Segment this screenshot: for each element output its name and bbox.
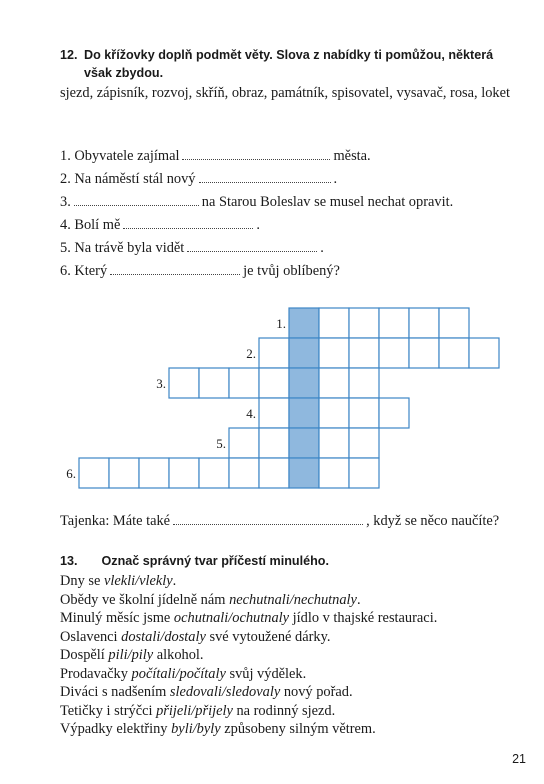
sentence-text: . (333, 171, 338, 187)
exercise-line: Dospělí pili/pily alkohol. (60, 647, 204, 663)
crossword-cell[interactable] (439, 308, 469, 338)
crossword-cell[interactable] (199, 368, 229, 398)
task-instruction: Označ správný tvar příčestí minulého. (101, 554, 329, 568)
crossword-cell[interactable] (319, 458, 349, 488)
exercise-line: Prodavačky počítali/počítaly svůj výdělek. (60, 665, 307, 682)
crossword-label-5: 5. (216, 436, 226, 451)
crossword-cell[interactable] (229, 458, 259, 488)
crossword-cell[interactable] (259, 338, 289, 368)
sentence-text: 2. Na náměstí stál nový (60, 171, 196, 187)
crossword-cell[interactable] (169, 458, 199, 488)
task-number: 12. (60, 48, 78, 62)
crossword-cell[interactable] (79, 458, 109, 488)
word-bank: sjezd, zápisník, rozvoj, skříň, obraz, památník, spisovatel, vysavač, rosa, loket (60, 85, 510, 101)
crossword-cell[interactable] (319, 428, 349, 458)
exercise-line: Minulý měsíc jsme ochutnali/ochutnaly jídlo v thajské restauraci. (60, 610, 438, 626)
crossword-cell[interactable] (259, 458, 289, 488)
crossword-cell[interactable] (139, 458, 169, 488)
choice-options[interactable]: sledovali/sledovaly (169, 684, 281, 700)
sentence-text: 1. Obyvatele zajímal (60, 148, 180, 164)
crossword-cell[interactable] (349, 308, 379, 338)
crossword-cell[interactable] (379, 308, 409, 338)
crossword-label-6: 6. (66, 466, 76, 481)
crossword-label-1: 1. (276, 316, 286, 331)
crossword-cell[interactable] (349, 338, 379, 368)
crossword-cell-solution[interactable] (289, 338, 319, 368)
exercise-line: Výpadky elektřiny byli/byly způsobeny silným větrem. (60, 721, 376, 737)
sentence-text: 5. Na trávě byla vidět (60, 240, 185, 256)
exercise-line: Dny se vlekli/vlekly. (60, 573, 177, 589)
crossword-label-4: 4. (246, 406, 256, 421)
sentence-text: 4. Bolí mě (60, 217, 121, 233)
exercise-line: Obědy ve školní jídelně nám nechutnali/nechutnaly. (60, 591, 361, 608)
choice-options[interactable]: byli/byly (171, 721, 221, 737)
crossword-cell[interactable] (319, 398, 349, 428)
sentence-text: města. (333, 148, 371, 164)
crossword-cell[interactable] (409, 308, 439, 338)
choice-options[interactable]: ochutnali/ochutnaly (173, 610, 290, 626)
crossword-cell[interactable] (259, 428, 289, 458)
crossword-cell[interactable] (439, 338, 469, 368)
exercise-line: Tetičky i strýčci přijeli/přijely na rodinný sjezd. (60, 702, 336, 719)
sentence-text: je tvůj oblíbený? (243, 263, 340, 279)
crossword-cell[interactable] (469, 338, 499, 368)
choice-options[interactable]: přijeli/přijely (156, 702, 233, 719)
crossword-cell[interactable] (349, 368, 379, 398)
crossword-cell[interactable] (349, 458, 379, 488)
sentence-text: . (320, 240, 324, 256)
crossword-cell[interactable] (319, 338, 349, 368)
crossword-cell-solution[interactable] (289, 428, 319, 458)
choice-options[interactable]: pili/pily (108, 647, 154, 663)
sentence-text: . (256, 217, 260, 233)
crossword-cell[interactable] (229, 368, 259, 398)
sentence-text: 3. (60, 194, 71, 210)
crossword-label-2: 2. (246, 346, 256, 361)
task-instruction: Do křížovky doplň podmět věty. Slova z nabídky ti pomůžou, některá však zbydou. (84, 48, 494, 80)
tajenka-text: , když se něco naučíte? (366, 513, 500, 529)
crossword-cell[interactable] (229, 428, 259, 458)
crossword-cell[interactable] (409, 338, 439, 368)
crossword-cell[interactable] (169, 368, 199, 398)
crossword-label-3: 3. (156, 376, 166, 391)
crossword-cell[interactable] (109, 458, 139, 488)
choice-options[interactable]: nechutnali/nechutnaly (229, 591, 357, 608)
crossword-cell[interactable] (199, 458, 229, 488)
choice-options[interactable]: dostali/dostaly (121, 628, 206, 645)
task-number: 13. (60, 554, 78, 568)
crossword-cell[interactable] (319, 308, 349, 338)
crossword-cell[interactable] (259, 398, 289, 428)
crossword-cell-solution[interactable] (289, 458, 319, 488)
crossword-cell[interactable] (319, 368, 349, 398)
task-13-lines (60, 572, 437, 739)
crossword-cell[interactable] (379, 338, 409, 368)
page-number: 21 (512, 752, 526, 766)
sentence-text: na Starou Boleslav se musel nechat opravit. (201, 194, 454, 210)
tajenka-text: Tajenka: Máte také (60, 513, 171, 529)
crossword-cell-solution[interactable] (289, 368, 319, 398)
exercise-line: Oslavenci dostali/dostaly své vytoužené dárky. (60, 628, 331, 645)
crossword-cell[interactable] (259, 368, 289, 398)
choice-options[interactable]: vlekli/vlekly (103, 573, 173, 589)
tajenka-sentence (60, 512, 499, 530)
choice-options[interactable]: počítali/počítaly (131, 665, 226, 682)
crossword-cell[interactable] (379, 398, 409, 428)
crossword-cell-solution[interactable] (289, 398, 319, 428)
tajenka-blank[interactable] (173, 512, 363, 525)
sentence-text: 6. Který (60, 263, 108, 279)
task-13-heading (60, 554, 329, 568)
exercise-line: Diváci s nadšením sledovali/sledovaly nový pořad. (60, 684, 353, 700)
crossword-cell[interactable] (349, 398, 379, 428)
crossword-cell[interactable] (349, 428, 379, 458)
crossword-cell-solution[interactable] (289, 308, 319, 338)
